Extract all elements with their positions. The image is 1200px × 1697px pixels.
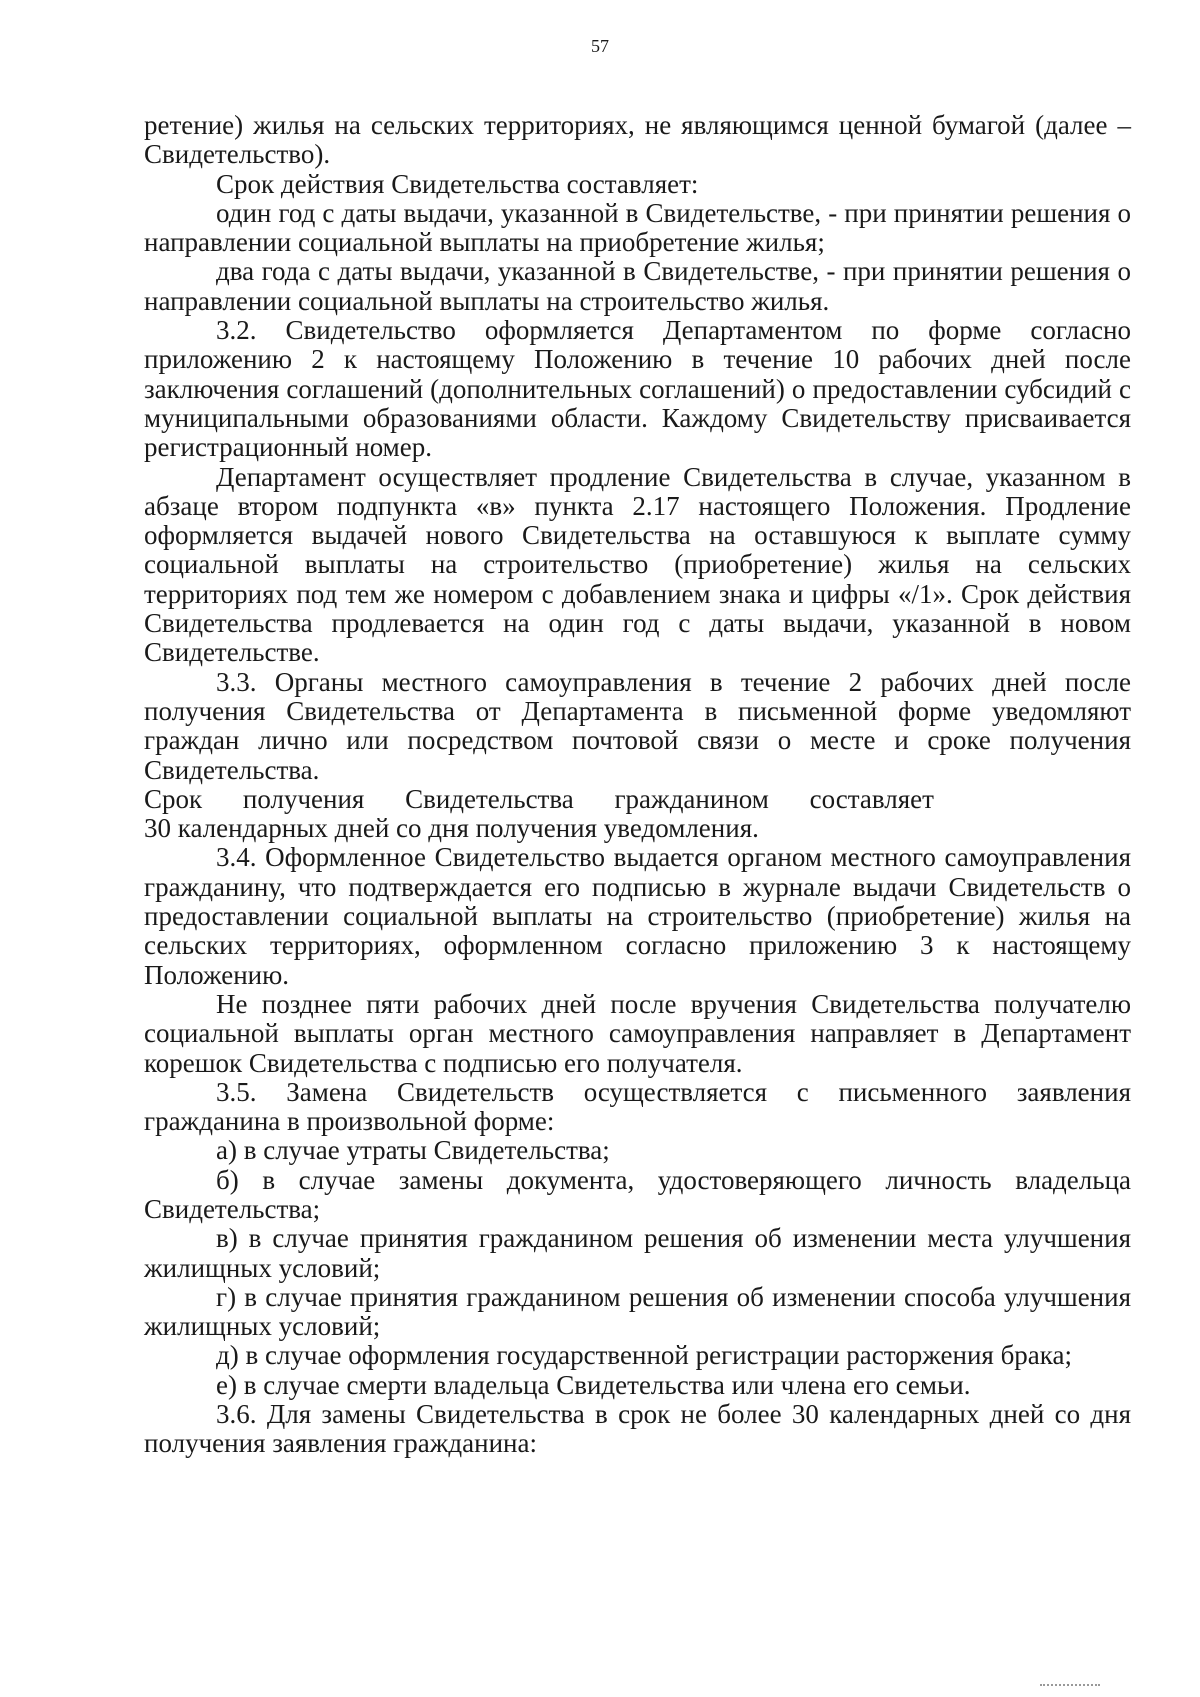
list-item-g: г) в случае принятия гражданином решения об изменении способа улучшения жилищных условий; <box>144 1281 1131 1342</box>
paragraph-3-5: 3.5. Замена Свидетельств осуществляется с письменного заявления гражданина в произвольной форме: <box>144 1076 1131 1137</box>
paragraph-validity-two-years: два года с даты выдачи, указанной в Свидетельстве, - при принятии решения о направлении социальной выплаты на строительство жилья. <box>144 256 1131 316</box>
paragraph-validity-intro: Срок действия Свидетельства составляет: <box>216 168 699 199</box>
page-number: 57 <box>591 36 609 56</box>
paragraph-3-6: 3.6. Для замены Свидетельства в срок не более 30 календарных дней со дня получения заявления гражданина: <box>144 1399 1131 1459</box>
list-item-b: б) в случае замены документа, удостоверяющего личность владельца Свидетельства; <box>144 1164 1131 1224</box>
paragraph-3-2: 3.2. Свидетельство оформляется Департаментом по форме согласно приложению 2 к настоящему Положению в течение 10 рабочих дней после заключения соглашений (дополнительных соглашений) о предоставлении субсидий с муниципальными образованиями области. Каждому Свидетельству присваивается регистрационный номер. <box>144 315 1131 463</box>
list-item-a: а) в случае утраты Свидетельства; <box>216 1135 610 1166</box>
paragraph-3-4: 3.4. Оформленное Свидетельство выдается органом местного самоуправления гражданину, что подтверждается его подписью в журнале выдачи Свидетельств о предоставлении социальной выплаты на строительство (приобретение) жилья на сельских территориях, оформленном согласно приложению 3 к настоящему Положению. <box>144 842 1131 990</box>
paragraph-validity-one-year: один год с даты выдачи, указанной в Свидетельстве, - при принятии решения о направлении социальной выплаты на приобретение жилья; <box>144 197 1131 258</box>
paragraph-3-3-receipt-term: Срок получения Свидетельства гражданином составляет <box>144 783 934 814</box>
list-item-d: д) в случае оформления государственной регистрации расторжения брака; <box>216 1340 1072 1371</box>
list-item-e: е) в случае смерти владельца Свидетельства или члена его семьи. <box>216 1369 971 1400</box>
list-item-v: в) в случае принятия гражданином решения об изменении места улучшения жилищных условий; <box>144 1223 1131 1283</box>
paragraph-continuation: ретение) жилья на сельских территориях, не являющимся ценной бумагой (далее – Свидетельство). <box>144 110 1131 170</box>
document-body <box>144 111 1131 1459</box>
paragraph-3-3-receipt-days: 30 календарных дней со дня получения уведомления. <box>144 813 759 844</box>
paragraph-extension: Департамент осуществляет продление Свидетельства в случае, указанном в абзаце втором подпункта «в» пункта 2.17 настоящего Положения. Продление оформляется выдачей нового Свидетельства на оставшуюся к выплате сумму социальной выплаты на строительство (приобретение) жилья на сельских территориях под тем же номером с добавлением знака и цифры «/1». Срок действия Свидетельства продлевается на один год с даты выдачи, указанной в новом Свидетельстве. <box>144 461 1131 668</box>
paragraph-3-3: 3.3. Органы местного самоуправления в течение 2 рабочих дней после получения Свидетельства от Департамента в письменной форме уведомляют граждан лично или посредством почтовой связи о месте и сроке получения Свидетельства. <box>144 666 1131 785</box>
scan-artifact-mark <box>1040 1684 1100 1692</box>
paragraph-stub-return: Не позднее пяти рабочих дней после вручения Свидетельства получателю социальной выплаты орган местного самоуправления направляет в Департамент корешок Свидетельства с подписью его получателя. <box>144 988 1131 1078</box>
